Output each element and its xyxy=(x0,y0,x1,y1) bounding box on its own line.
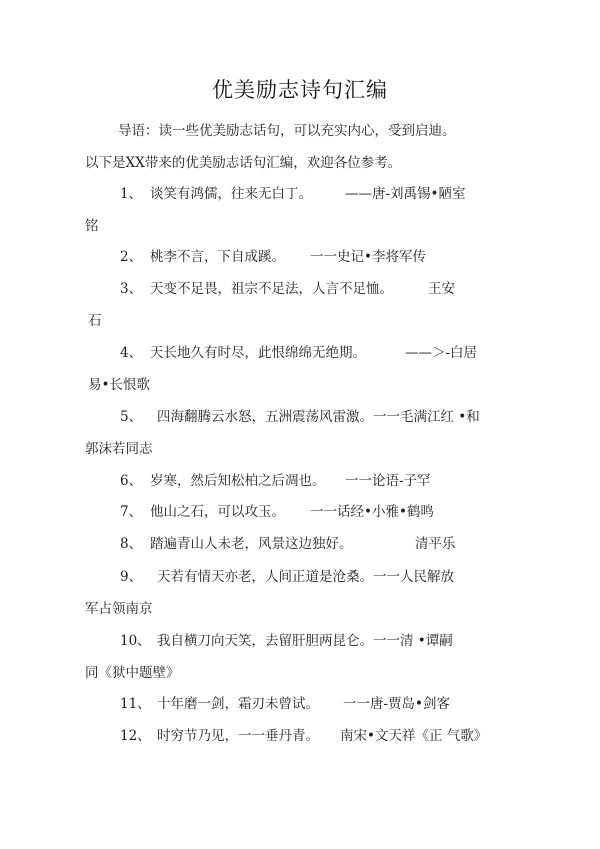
item-text: 天变不足畏，祖宗不足法，人言不足恤。 xyxy=(150,281,393,297)
item-source: 一一话经•小雅•鹤鸣 xyxy=(310,504,434,520)
item-text: 桃李不言，下自成蹊。 xyxy=(150,249,285,265)
item-number: 7、 xyxy=(120,504,143,520)
item-text: 我自横刀向天笑，去留肝胆两昆仑。一一清 •谭嗣 xyxy=(157,633,453,649)
item-source: 一一论语-子罕 xyxy=(345,473,431,489)
item-text: 谈笑有鸿儒，往来无白丁。 xyxy=(150,186,312,202)
item-source: 一一史记•李将军传 xyxy=(310,249,426,265)
item-text: 四海翻腾云水怒，五洲震荡风雷激。一一毛满江红 •和 xyxy=(157,409,480,425)
document-title: 优美励志诗句汇编 xyxy=(212,78,388,102)
item-number: 8、 xyxy=(120,536,143,552)
item-text: 岁寒，然后知松柏之后凋也。 xyxy=(150,473,326,489)
item-number: 9、 xyxy=(120,569,143,585)
item-continuation: 易•长恨歌 xyxy=(88,377,150,393)
item-source: 清平乐 xyxy=(415,536,456,552)
item-text: 天若有情天亦老，人间正道是沧桑。一一人民解放 xyxy=(157,569,454,585)
item-number: 1、 xyxy=(120,186,143,202)
item-continuation: 军占领南京 xyxy=(85,601,153,617)
item-number: 2、 xyxy=(120,249,143,265)
item-source: 一一唐-贾岛•剑客 xyxy=(343,696,451,712)
item-number: 5、 xyxy=(120,409,143,425)
item-continuation: 石 xyxy=(88,313,102,329)
item-continuation: 铭 xyxy=(85,218,99,234)
item-number: 12、 xyxy=(120,728,151,744)
item-text: 踏遍青山人未老，风景这边独好。 xyxy=(150,536,353,552)
item-number: 11、 xyxy=(120,696,151,712)
item-source: 王安 xyxy=(428,281,455,297)
item-text: 天长地久有时尽，此恨绵绵无绝期。 xyxy=(150,345,366,361)
intro-line-1: 导语：读一些优美励志话句，可以充实内心，受到启迪。 xyxy=(118,123,456,139)
item-continuation: 同《狱中题壁》 xyxy=(85,665,180,681)
item-number: 6、 xyxy=(120,473,143,489)
item-number: 10、 xyxy=(120,633,151,649)
item-text: 他山之石，可以攻玉。 xyxy=(150,504,285,520)
intro-line-2: 以下是XX带来的优美励志话句汇编，欢迎各位参考。 xyxy=(85,155,402,171)
item-number: 3、 xyxy=(120,281,143,297)
item-continuation: 郭沫若同志 xyxy=(85,441,153,457)
item-number: 4、 xyxy=(120,345,143,361)
item-source: ——＞-白居 xyxy=(405,345,478,361)
item-source: ——唐-刘禹锡•陋室 xyxy=(345,186,466,202)
item-source: 南宋•文天祥《正 气歌》 xyxy=(340,728,488,744)
item-text: 时穷节乃见，一一垂丹青。 xyxy=(157,728,319,744)
item-text: 十年磨一剑，霜刃未曾试。 xyxy=(157,696,319,712)
